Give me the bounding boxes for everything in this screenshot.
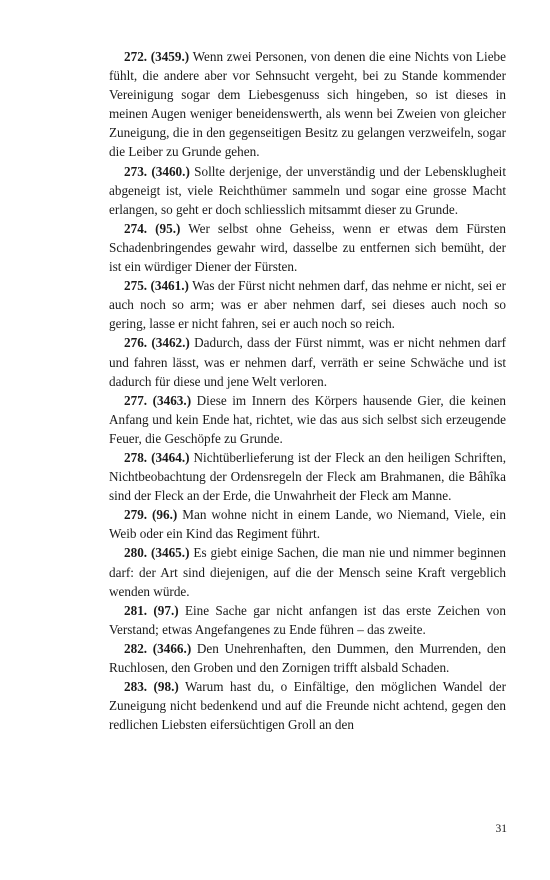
verse-number: 277. (3463.)	[124, 392, 192, 408]
verse-number: 280. (3465.)	[124, 545, 190, 561]
verse-entry	[109, 601, 506, 639]
verse-entry	[109, 47, 506, 162]
verse-text: Warum hast du, o Einfältige, den möglichen Wandel der Zuneigung nicht bedenkend und auf die Freunde nicht achtend, gegen den redlichen Liebsten eifersüchtigen Groll an den	[109, 679, 507, 733]
verse-text: Sollte derjenige, der unverständig und der Lebensklugheit abgeneigt ist, viele Reichthümer sammeln und sogar eine grosse Macht erlangen, so geht er doch schliesslich mitsammt dieser zu Grunde.	[109, 163, 506, 217]
verse-number: 281. (97.)	[124, 602, 179, 618]
verse-text: Dadurch, dass der Fürst nimmt, was er nicht nehmen darf und fahren lässt, was er nehmen darf, verräth er seine Schwäche und ist dadurch für diese und jene Welt verloren.	[109, 335, 506, 389]
verse-text: Man wohne nicht in einem Lande, wo Niemand, Viele, ein Weib oder ein Kind das Regiment führt.	[109, 507, 506, 542]
verse-entry	[109, 276, 506, 333]
verse-text: Wer selbst ohne Geheiss, wenn er etwas dem Fürsten Schadenbringendes gewahr wird, dasselbe zu entfernen sich bemüht, der ist ein würdiger Diener der Fürsten.	[109, 220, 506, 275]
verse-entry	[109, 639, 506, 677]
verse-text: Es giebt einige Sachen, die man nie und nimmer beginnen darf: der Art sind diejenigen, auf die der Mensch seine Kraft vergeblich wenden würde.	[109, 545, 506, 599]
verse-entry	[109, 543, 506, 600]
verse-entry	[109, 677, 506, 734]
verse-number: 272. (3459.)	[124, 49, 190, 64]
verse-entry	[109, 162, 506, 219]
verse-text: Was der Fürst nicht nehmen darf, das nehme er nicht, sei er auch noch so arm; was er aber nehmen darf, sei dieses auch noch so gering, lasse er nicht fahren, sei er auch noch so reich.	[109, 278, 506, 332]
verse-entry	[109, 333, 506, 390]
text-block	[109, 47, 506, 734]
verse-entry	[109, 219, 506, 276]
page-number: 31	[495, 823, 507, 835]
verse-text: Den Unehrenhaften, den Dummen, den Murrenden, den Ruchlosen, den Groben und den Zornigen trifft alsbald Schaden.	[109, 640, 506, 675]
verse-text: Nichtüberlieferung ist der Fleck an den heiligen Schriften, Nichtbeobachtung der Ordensregeln der Fleck am Brahmanen, die Bâhîka sind der Fleck an der Erde, die Unwahrheit der Fleck am Manne.	[109, 449, 506, 504]
verse-number: 278. (3464.)	[124, 449, 190, 465]
verse-entry	[109, 505, 506, 543]
verse-number: 279. (96.)	[124, 507, 178, 523]
verse-text: Wenn zwei Personen, von denen die eine Nichts von Liebe fühlt, die andere aber vor Sehnsucht vergeht, bei zu Stande kommender Vereinigung sogar dem Liebesgenuss sich hingeben, so ist dieses in meinen Augen weniger beneidenswerth, als wenn bei Zweien von gleicher Zuneigung, die in den gegenseitigen Besitz zu gelangen verzweifeln, sogar die Leiber zu Grunde gehen.	[109, 49, 506, 160]
verse-number: 275. (3461.)	[124, 278, 189, 294]
verse-number: 273. (3460.)	[124, 163, 190, 179]
verse-entry	[109, 448, 506, 505]
verse-text: Diese im Innern des Körpers hausende Gier, die keinen Anfang und kein Ende hat, richtet, wie das aus sich selbst sich erzeugende Feuer, die Geschöpfe zu Grunde.	[109, 392, 506, 446]
verse-entry	[109, 391, 506, 448]
verse-number: 282. (3466.)	[124, 640, 192, 656]
verse-text: Eine Sache gar nicht anfangen ist das erste Zeichen von Verstand; etwas Angefangenes zu Ende führen – das zweite.	[109, 602, 506, 637]
verse-number: 274. (95.)	[124, 220, 181, 236]
verse-number: 283. (98.)	[124, 679, 179, 695]
verse-number: 276. (3462.)	[124, 335, 190, 351]
